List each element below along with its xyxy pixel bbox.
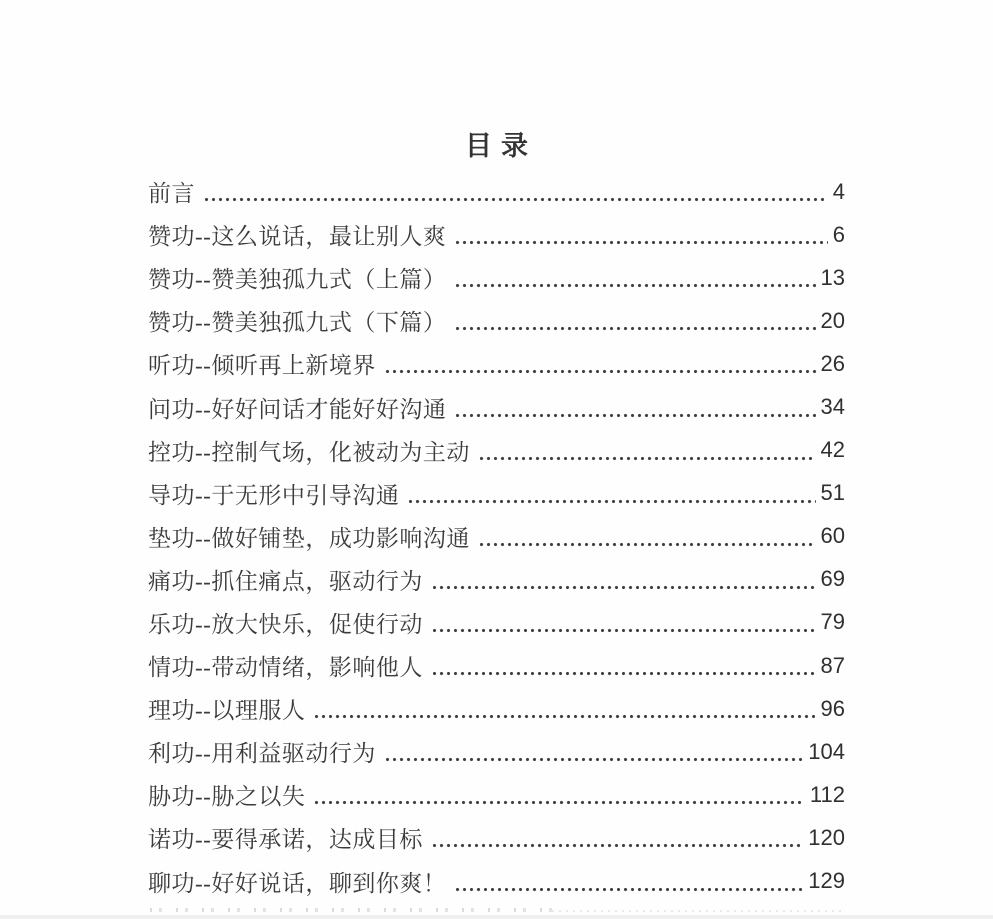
dot-leader — [431, 826, 803, 849]
toc-entry-page-number: 20 — [820, 307, 845, 333]
toc-entry-page-number: 26 — [820, 350, 845, 376]
toc-entry-label: 乐功--放大快乐，促使行动 — [148, 611, 423, 637]
toc-entry-page-number: 69 — [820, 566, 845, 592]
toc-entry-label: 赞功--赞美独孤九式（上篇） — [148, 267, 447, 293]
dot-leader — [431, 611, 816, 634]
toc-entry-label: 导功--于无形中引导沟通 — [148, 482, 400, 508]
toc-entry-page-number: 104 — [808, 738, 845, 764]
clipped-dot-leader-tops — [552, 910, 843, 912]
page-bottom-edge — [0, 915, 993, 919]
toc-entry[interactable] — [148, 644, 845, 687]
toc-entry-page-number: 79 — [820, 609, 845, 635]
dot-leader — [478, 439, 816, 462]
toc-entry[interactable] — [148, 687, 845, 730]
toc-entry[interactable] — [148, 558, 845, 601]
dot-leader — [431, 568, 816, 591]
toc-entry-page-number: 60 — [820, 523, 845, 549]
toc-entry-label: 利功--用利益驱动行为 — [148, 741, 376, 767]
toc-entry-label: 诺功--要得承诺，达成目标 — [148, 827, 423, 853]
toc-entry-page-number: 4 — [832, 178, 845, 204]
toc-entry-label: 理功--以理服人 — [148, 698, 306, 724]
toc-entry-page-number: 87 — [820, 652, 845, 678]
toc-entry-page-number: 129 — [808, 868, 845, 894]
dot-leader — [454, 309, 815, 332]
toc-entry[interactable] — [148, 730, 845, 773]
toc-entry-page-number: 96 — [820, 695, 845, 721]
toc-entry[interactable] — [148, 299, 845, 342]
dot-leader — [454, 870, 803, 893]
toc-entry[interactable] — [148, 601, 845, 644]
toc-entry-page-number: 13 — [820, 264, 845, 290]
dot-leader — [454, 223, 827, 246]
toc-entry[interactable] — [148, 816, 845, 859]
page-title: 目录 — [465, 131, 537, 161]
dot-leader — [313, 783, 805, 806]
toc-entry[interactable] — [148, 472, 845, 515]
toc-entry-label: 控功--控制气场，化被动为主动 — [148, 439, 470, 465]
dot-leader — [407, 482, 815, 505]
dot-leader — [313, 697, 815, 720]
dot-leader — [384, 352, 816, 375]
toc-entry-label: 赞功--赞美独孤九式（下篇） — [148, 310, 447, 336]
toc-entry-page-number: 6 — [832, 221, 845, 247]
toc-entry[interactable] — [148, 256, 845, 299]
toc-entry[interactable] — [148, 773, 845, 816]
toc-entry[interactable] — [148, 860, 845, 903]
toc-entry[interactable] — [148, 515, 845, 558]
toc-entry-label: 痛功--抓住痛点，驱动行为 — [148, 568, 423, 594]
toc-entry-label: 垫功--做好铺垫，成功影响沟通 — [148, 525, 470, 551]
table-of-contents — [148, 170, 845, 903]
toc-entry-label: 情功--带动情绪，影响他人 — [148, 655, 423, 681]
toc-entry[interactable] — [148, 385, 845, 428]
toc-entry[interactable] — [148, 429, 845, 472]
dot-leader — [384, 740, 803, 763]
dot-leader — [454, 266, 815, 289]
toc-entry-label: 聊功--好好说话，聊到你爽！ — [148, 870, 447, 896]
toc-entry-page-number: 120 — [808, 824, 845, 850]
toc-entry-label: 胁功--胁之以失 — [148, 784, 306, 810]
toc-entry[interactable] — [148, 213, 845, 256]
dot-leader — [478, 525, 816, 548]
toc-entry[interactable] — [148, 170, 845, 213]
toc-entry-label: 前言 — [148, 181, 195, 207]
toc-entry-page-number: 42 — [820, 437, 845, 463]
clipped-glyph-tops — [150, 908, 552, 912]
dot-leader — [431, 654, 816, 677]
toc-entry-page-number: 51 — [820, 480, 845, 506]
dot-leader — [203, 180, 828, 203]
clipped-next-entry — [150, 908, 843, 915]
toc-entry-label: 问功--好好问话才能好好沟通 — [148, 396, 447, 422]
toc-entry-page-number: 34 — [820, 394, 845, 420]
toc-entry-label: 听功--倾听再上新境界 — [148, 353, 376, 379]
toc-entry-page-number: 112 — [809, 781, 845, 807]
toc-entry-label: 赞功--这么说话，最让别人爽 — [148, 224, 447, 250]
dot-leader — [454, 396, 815, 419]
toc-entry[interactable] — [148, 342, 845, 385]
